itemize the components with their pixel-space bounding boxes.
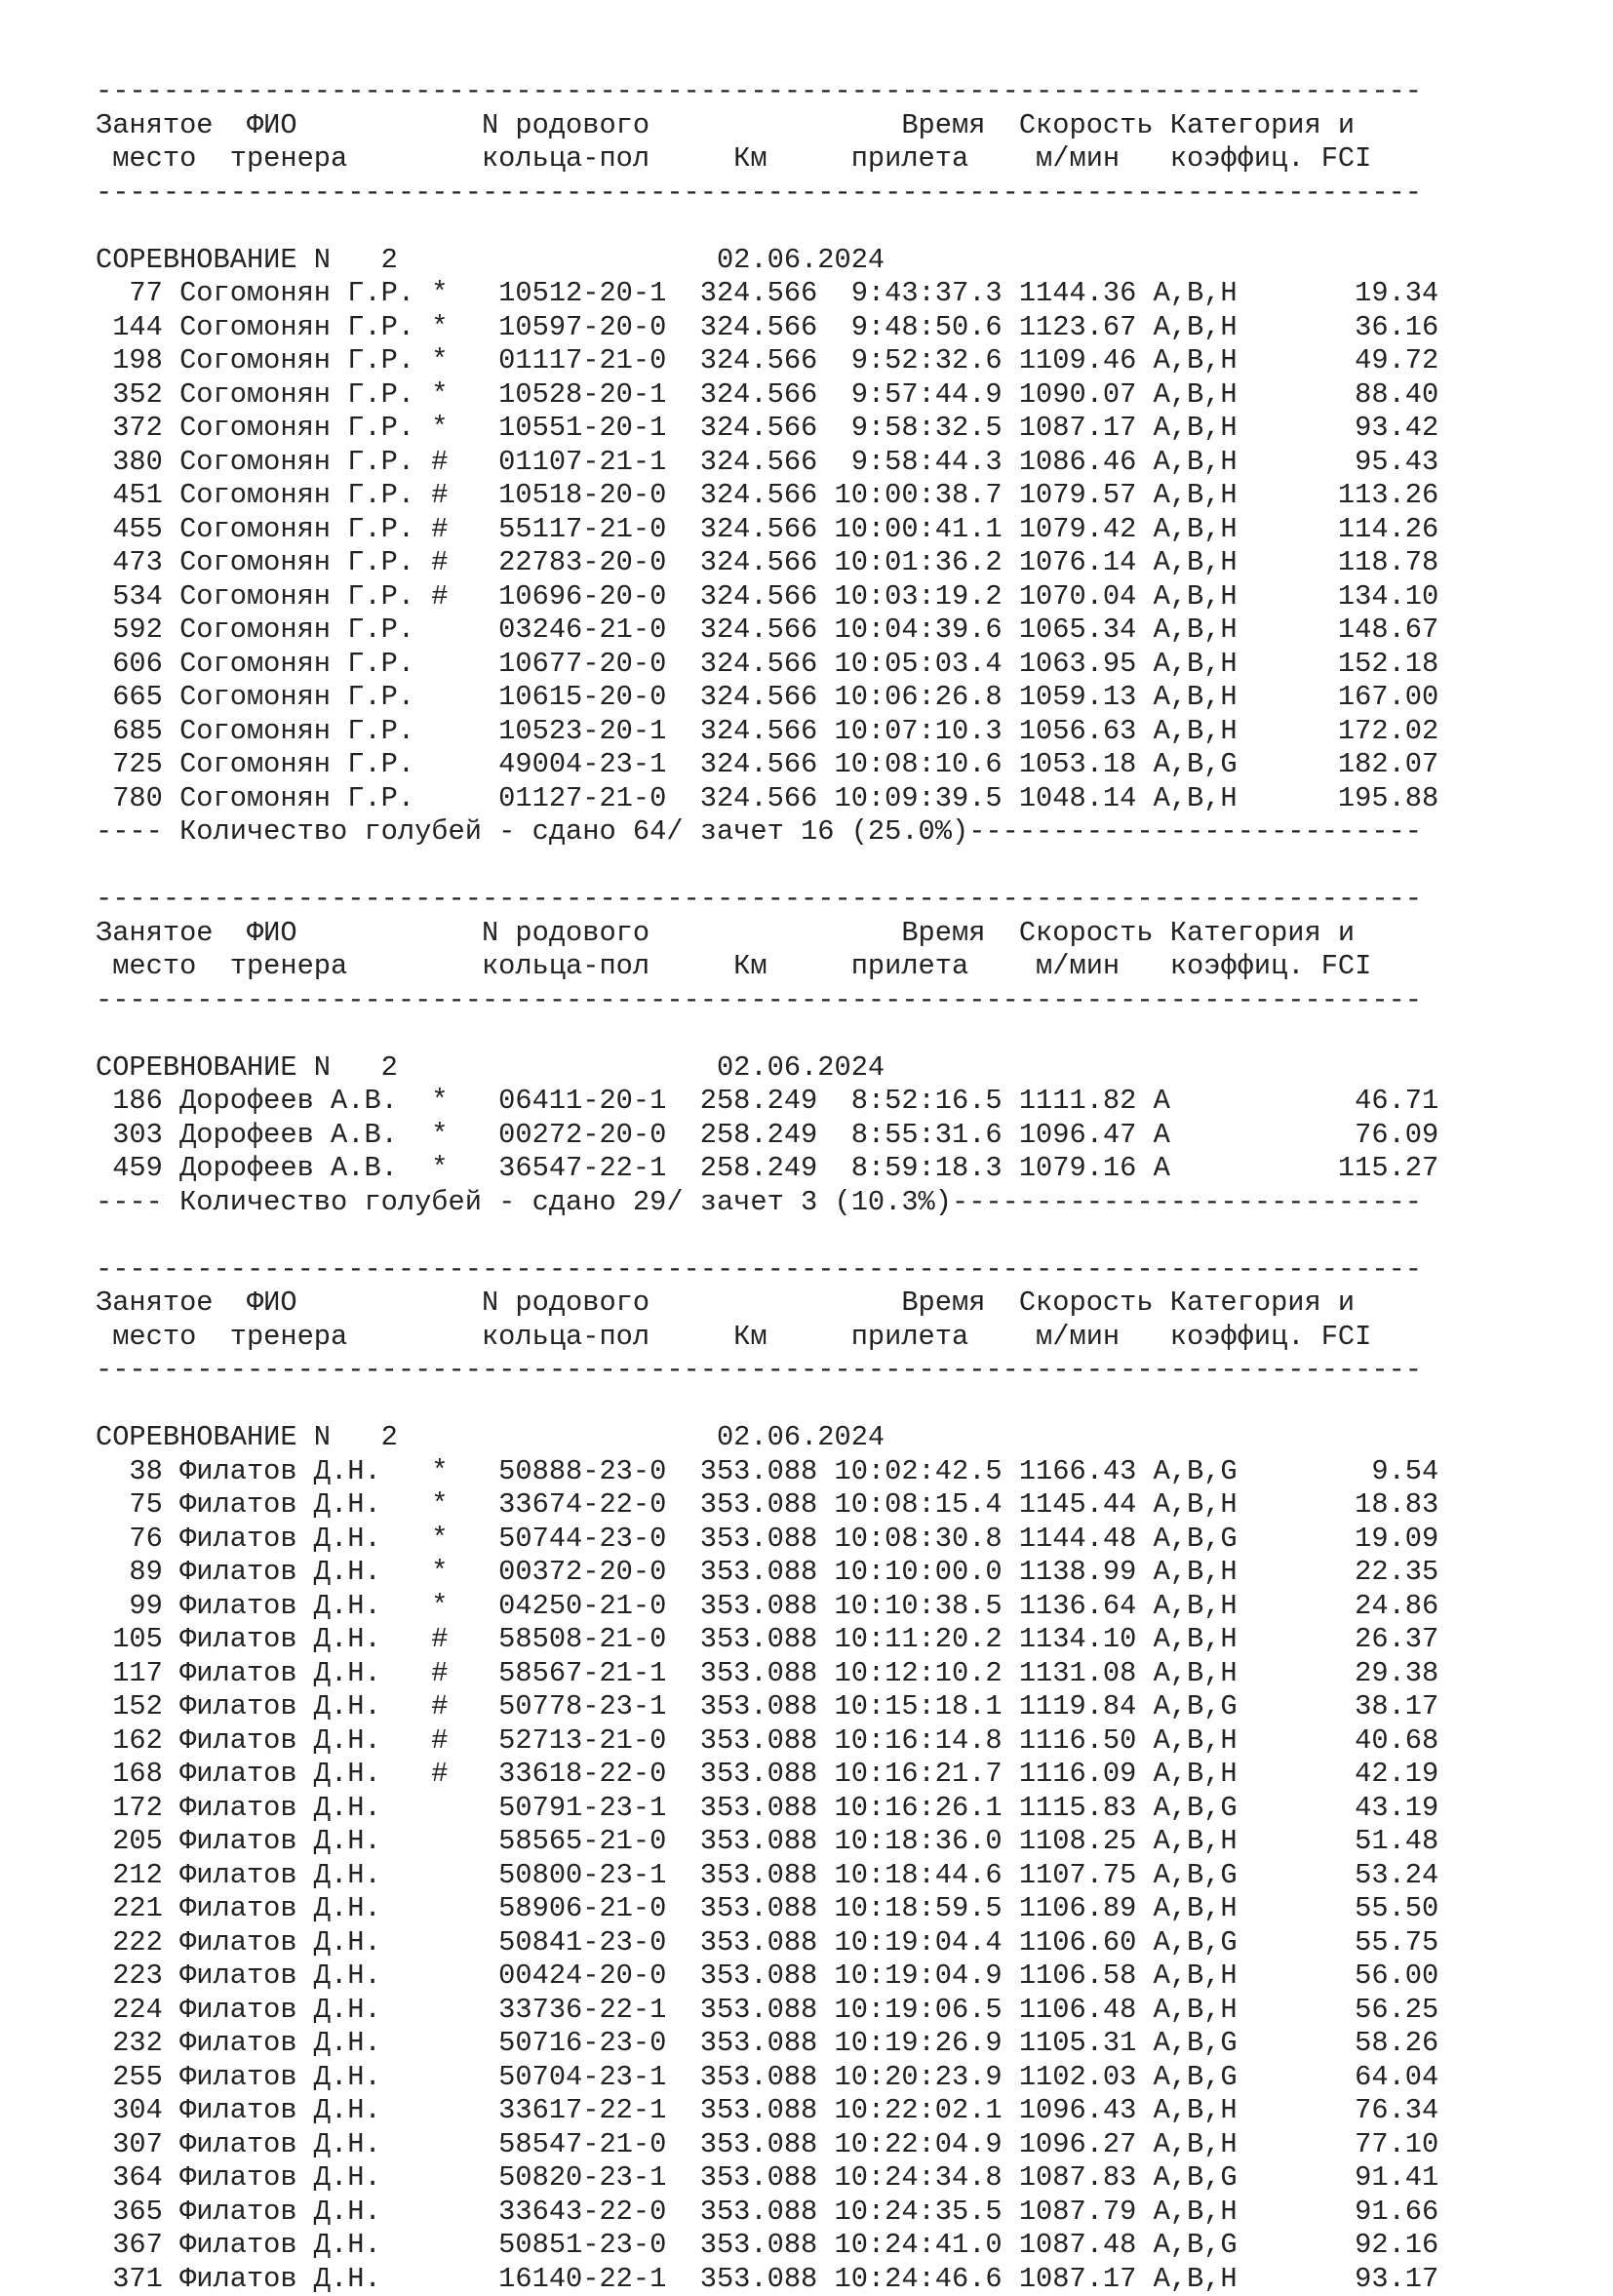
table-row: 685 Согомонян Г.Р. 10523-20-1 324.566 10:07:10.3 1056.63 A,B,H 172.02: [96, 715, 1438, 749]
competition-title: СОРЕВНОВАНИЕ N 2 02.06.2024: [96, 244, 1438, 278]
table-row: 77 Согомонян Г.Р. * 10512-20-1 324.566 9:43:37.3 1144.36 A,B,H 19.34: [96, 277, 1438, 311]
table-row: 304 Филатов Д.Н. 33617-22-1 353.088 10:22:02.1 1096.43 A,B,H 76.34: [96, 2094, 1438, 2128]
divider: -------------------------------------------------------------------------------: [96, 1354, 1438, 1388]
table-row: 205 Филатов Д.Н. 58565-21-0 353.088 10:18:36.0 1108.25 A,B,H 51.48: [96, 1825, 1438, 1859]
section-spacer: [96, 850, 1438, 884]
column-header-row: место тренера кольца-пол Км прилета м/мин коэффиц. FCI: [96, 142, 1438, 177]
table-row: 152 Филатов Д.Н. # 50778-23-1 353.088 10:15:18.1 1119.84 A,B,G 38.17: [96, 1690, 1438, 1724]
divider: -------------------------------------------------------------------------------: [96, 1253, 1438, 1287]
table-row: 232 Филатов Д.Н. 50716-23-0 353.088 10:19:26.9 1105.31 A,B,G 58.26: [96, 2027, 1438, 2061]
section-summary: ---- Количество голубей - сдано 29/ зачет 3 (10.3%)----------------------------: [96, 1186, 1438, 1220]
table-row: 75 Филатов Д.Н. * 33674-22-0 353.088 10:08:15.4 1145.44 A,B,H 18.83: [96, 1488, 1438, 1523]
table-row: 223 Филатов Д.Н. 00424-20-0 353.088 10:19:04.9 1106.58 A,B,H 56.00: [96, 1960, 1438, 1994]
table-row: 186 Дорофеев А.В. * 06411-20-1 258.249 8:52:16.5 1111.82 A 46.71: [96, 1085, 1438, 1119]
column-header-row: место тренера кольца-пол Км прилета м/мин коэффиц. FCI: [96, 1321, 1438, 1355]
divider: -------------------------------------------------------------------------------: [96, 75, 1438, 109]
section-summary: ---- Количество голубей - сдано 64/ зачет 16 (25.0%)---------------------------: [96, 815, 1438, 850]
table-row: 168 Филатов Д.Н. # 33618-22-0 353.088 10:16:21.7 1116.09 A,B,H 42.19: [96, 1758, 1438, 1792]
divider: -------------------------------------------------------------------------------: [96, 177, 1438, 211]
table-row: 307 Филатов Д.Н. 58547-21-0 353.088 10:22:04.9 1096.27 A,B,H 77.10: [96, 2128, 1438, 2162]
table-row: 780 Согомонян Г.Р. 01127-21-0 324.566 10:09:39.5 1048.14 A,B,H 195.88: [96, 782, 1438, 816]
table-row: 162 Филатов Д.Н. # 52713-21-0 353.088 10:16:14.8 1116.50 A,B,H 40.68: [96, 1724, 1438, 1759]
table-row: 172 Филатов Д.Н. 50791-23-1 353.088 10:16:26.1 1115.83 A,B,G 43.19: [96, 1792, 1438, 1826]
table-row: 365 Филатов Д.Н. 33643-22-0 353.088 10:24:35.5 1087.79 A,B,H 91.66: [96, 2196, 1438, 2230]
table-row: 592 Согомонян Г.Р. 03246-21-0 324.566 10:04:39.6 1065.34 A,B,H 148.67: [96, 614, 1438, 648]
section-spacer: [96, 1219, 1438, 1253]
table-row: 352 Согомонян Г.Р. * 10528-20-1 324.566 9:57:44.9 1090.07 A,B,H 88.40: [96, 378, 1438, 413]
blank-line: [96, 210, 1438, 244]
column-header-row: Занятое ФИО N родового Время Скорость Категория и: [96, 917, 1438, 951]
table-row: 380 Согомонян Г.Р. # 01107-21-1 324.566 9:58:44.3 1086.46 A,B,H 95.43: [96, 446, 1438, 480]
table-row: 303 Дорофеев А.В. * 00272-20-0 258.249 8:55:31.6 1096.47 A 76.09: [96, 1119, 1438, 1153]
column-header-row: Занятое ФИО N родового Время Скорость Категория и: [96, 109, 1438, 143]
table-row: 665 Согомонян Г.Р. 10615-20-0 324.566 10:06:26.8 1059.13 A,B,H 167.00: [96, 681, 1438, 715]
divider: -------------------------------------------------------------------------------: [96, 984, 1438, 1018]
table-row: 534 Согомонян Г.Р. # 10696-20-0 324.566 10:03:19.2 1070.04 A,B,H 134.10: [96, 580, 1438, 614]
table-row: 224 Филатов Д.Н. 33736-22-1 353.088 10:19:06.5 1106.48 A,B,H 56.25: [96, 1994, 1438, 2028]
table-row: 117 Филатов Д.Н. # 58567-21-1 353.088 10:12:10.2 1131.08 A,B,H 29.38: [96, 1657, 1438, 1691]
table-row: 89 Филатов Д.Н. * 00372-20-0 353.088 10:10:00.0 1138.99 A,B,H 22.35: [96, 1556, 1438, 1590]
table-row: 198 Согомонян Г.Р. * 01117-21-0 324.566 9:52:32.6 1109.46 A,B,H 49.72: [96, 344, 1438, 378]
divider: -------------------------------------------------------------------------------: [96, 883, 1438, 917]
table-row: 99 Филатов Д.Н. * 04250-21-0 353.088 10:10:38.5 1136.64 A,B,H 24.86: [96, 1590, 1438, 1624]
table-row: 212 Филатов Д.Н. 50800-23-1 353.088 10:18:44.6 1107.75 A,B,G 53.24: [96, 1859, 1438, 1893]
table-row: 455 Согомонян Г.Р. # 55117-21-0 324.566 10:00:41.1 1079.42 A,B,H 114.26: [96, 513, 1438, 547]
table-row: 38 Филатов Д.Н. * 50888-23-0 353.088 10:02:42.5 1166.43 A,B,G 9.54: [96, 1455, 1438, 1489]
table-row: 372 Согомонян Г.Р. * 10551-20-1 324.566 9:58:32.5 1087.17 A,B,H 93.42: [96, 412, 1438, 446]
table-row: 221 Филатов Д.Н. 58906-21-0 353.088 10:18:59.5 1106.89 A,B,H 55.50: [96, 1892, 1438, 1926]
table-row: 222 Филатов Д.Н. 50841-23-0 353.088 10:19:04.4 1106.60 A,B,G 55.75: [96, 1926, 1438, 1960]
table-row: 255 Филатов Д.Н. 50704-23-1 353.088 10:20:23.9 1102.03 A,B,G 64.04: [96, 2061, 1438, 2095]
competition-title: СОРЕВНОВАНИЕ N 2 02.06.2024: [96, 1051, 1438, 1086]
column-header-row: Занятое ФИО N родового Время Скорость Категория и: [96, 1287, 1438, 1321]
competition-title: СОРЕВНОВАНИЕ N 2 02.06.2024: [96, 1421, 1438, 1455]
blank-line: [96, 1388, 1438, 1422]
table-row: 364 Филатов Д.Н. 50820-23-1 353.088 10:24:34.8 1087.83 A,B,G 91.41: [96, 2161, 1438, 2196]
results-printout: [96, 75, 1438, 2296]
table-row: 76 Филатов Д.Н. * 50744-23-0 353.088 10:08:30.8 1144.48 A,B,G 19.09: [96, 1523, 1438, 1557]
table-row: 725 Согомонян Г.Р. 49004-23-1 324.566 10:08:10.6 1053.18 A,B,G 182.07: [96, 748, 1438, 782]
table-row: 371 Филатов Д.Н. 16140-22-1 353.088 10:24:46.6 1087.17 A,B,H 93.17: [96, 2263, 1438, 2296]
table-row: 459 Дорофеев А.В. * 36547-22-1 258.249 8:59:18.3 1079.16 A 115.27: [96, 1152, 1438, 1186]
column-header-row: место тренера кольца-пол Км прилета м/мин коэффиц. FCI: [96, 950, 1438, 984]
table-row: 105 Филатов Д.Н. # 58508-21-0 353.088 10:11:20.2 1134.10 A,B,H 26.37: [96, 1623, 1438, 1657]
table-row: 144 Согомонян Г.Р. * 10597-20-0 324.566 9:48:50.6 1123.67 A,B,H 36.16: [96, 311, 1438, 345]
table-row: 606 Согомонян Г.Р. 10677-20-0 324.566 10:05:03.4 1063.95 A,B,H 152.18: [96, 648, 1438, 682]
table-row: 451 Согомонян Г.Р. # 10518-20-0 324.566 10:00:38.7 1079.57 A,B,H 113.26: [96, 479, 1438, 513]
table-row: 367 Филатов Д.Н. 50851-23-0 353.088 10:24:41.0 1087.48 A,B,G 92.16: [96, 2229, 1438, 2263]
table-row: 473 Согомонян Г.Р. # 22783-20-0 324.566 10:01:36.2 1076.14 A,B,H 118.78: [96, 546, 1438, 580]
blank-line: [96, 1017, 1438, 1051]
